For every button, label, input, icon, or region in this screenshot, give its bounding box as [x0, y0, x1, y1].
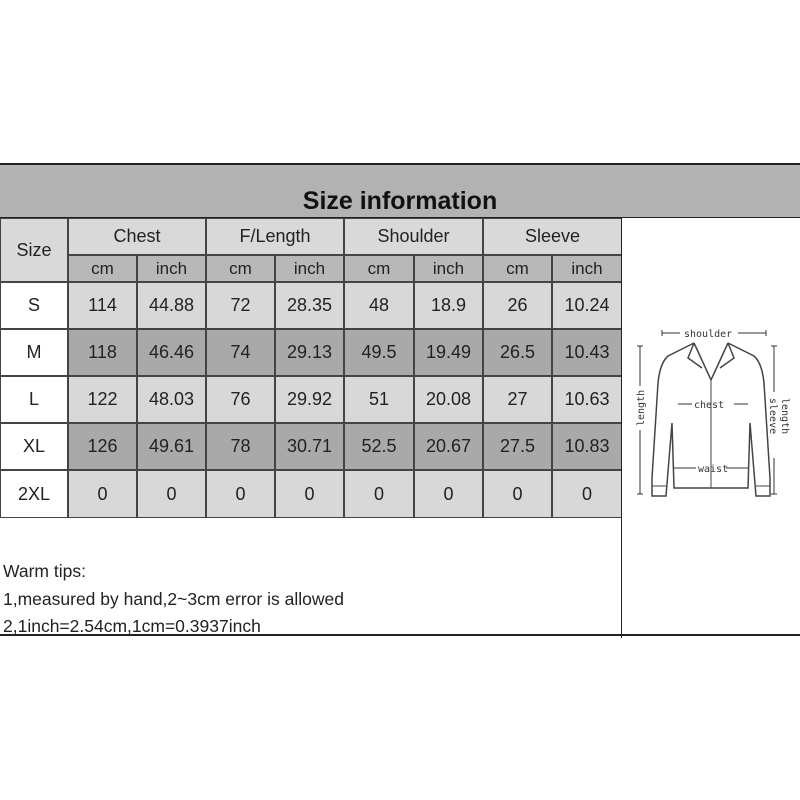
- table-cell: 122: [68, 376, 137, 423]
- table-cell: 20.08: [414, 376, 483, 423]
- table-cell: 51: [344, 376, 414, 423]
- table-cell: 30.71: [275, 423, 344, 470]
- table-cell: 0: [275, 470, 344, 518]
- table-cell: 10.43: [552, 329, 622, 376]
- table-cell: 118: [68, 329, 137, 376]
- table-cell: 19.49: [414, 329, 483, 376]
- size-label: S: [0, 282, 68, 329]
- size-label: 2XL: [0, 470, 68, 518]
- group-header: Shoulder: [344, 218, 483, 255]
- tips-line-2: 2,1inch=2.54cm,1cm=0.3937inch: [3, 616, 261, 636]
- warm-tips: [3, 558, 603, 641]
- table-cell: 29.92: [275, 376, 344, 423]
- length-label: length: [636, 389, 647, 426]
- chest-label: chest: [694, 400, 725, 411]
- table-cell: 0: [414, 470, 483, 518]
- table-cell: 0: [68, 470, 137, 518]
- table-cell: 28.35: [275, 282, 344, 329]
- table-cell: 126: [68, 423, 137, 470]
- table-cell: 76: [206, 376, 275, 423]
- size-table: [0, 218, 622, 518]
- table-cell: 10.63: [552, 376, 622, 423]
- sleeve-label: sleeve: [767, 398, 778, 435]
- table-cell: 0: [483, 470, 552, 518]
- table-cell: 27.5: [483, 423, 552, 470]
- unit-header: inch: [552, 255, 622, 282]
- table-cell: 49.5: [344, 329, 414, 376]
- table-cell: 29.13: [275, 329, 344, 376]
- table-cell: 26.5: [483, 329, 552, 376]
- table-cell: 10.83: [552, 423, 622, 470]
- title-band: [0, 165, 800, 218]
- unit-header: cm: [206, 255, 275, 282]
- tips-heading: Warm tips:: [3, 561, 86, 581]
- size-label: L: [0, 376, 68, 423]
- table-cell: 49.61: [137, 423, 206, 470]
- unit-header: inch: [137, 255, 206, 282]
- table-cell: 46.46: [137, 329, 206, 376]
- chart-title: Size information: [302, 187, 498, 215]
- table-cell: 52.5: [344, 423, 414, 470]
- table-cell: 48: [344, 282, 414, 329]
- table-cell: 27: [483, 376, 552, 423]
- unit-header: cm: [483, 255, 552, 282]
- table-cell: 0: [552, 470, 622, 518]
- shoulder-label: shoulder: [684, 329, 733, 340]
- table-cell: 0: [206, 470, 275, 518]
- table-cell: 18.9: [414, 282, 483, 329]
- unit-header: inch: [275, 255, 344, 282]
- table-cell: 44.88: [137, 282, 206, 329]
- tips-line-1: 1,measured by hand,2~3cm error is allowed: [3, 588, 344, 609]
- group-header: F/Length: [206, 218, 344, 255]
- table-cell: 74: [206, 329, 275, 376]
- unit-header: inch: [414, 255, 483, 282]
- table-cell: 72: [206, 282, 275, 329]
- table-cell: 10.24: [552, 282, 622, 329]
- table-cell: 20.67: [414, 423, 483, 470]
- table-cell: 78: [206, 423, 275, 470]
- shirt-measurement-diagram: [622, 218, 800, 638]
- table-cell: 0: [344, 470, 414, 518]
- group-header: Chest: [68, 218, 206, 255]
- table-cell: 0: [137, 470, 206, 518]
- size-chart: [0, 163, 800, 636]
- group-header: Sleeve: [483, 218, 622, 255]
- table-cell: 26: [483, 282, 552, 329]
- shirt-icon: [622, 218, 800, 638]
- table-cell: 114: [68, 282, 137, 329]
- size-label: XL: [0, 423, 68, 470]
- unit-header: cm: [344, 255, 414, 282]
- unit-header: cm: [68, 255, 137, 282]
- sleeve-length-label: length: [779, 398, 790, 435]
- waist-label: waist: [698, 464, 729, 475]
- size-label: M: [0, 329, 68, 376]
- table-cell: 48.03: [137, 376, 206, 423]
- size-column-header: Size: [0, 218, 68, 282]
